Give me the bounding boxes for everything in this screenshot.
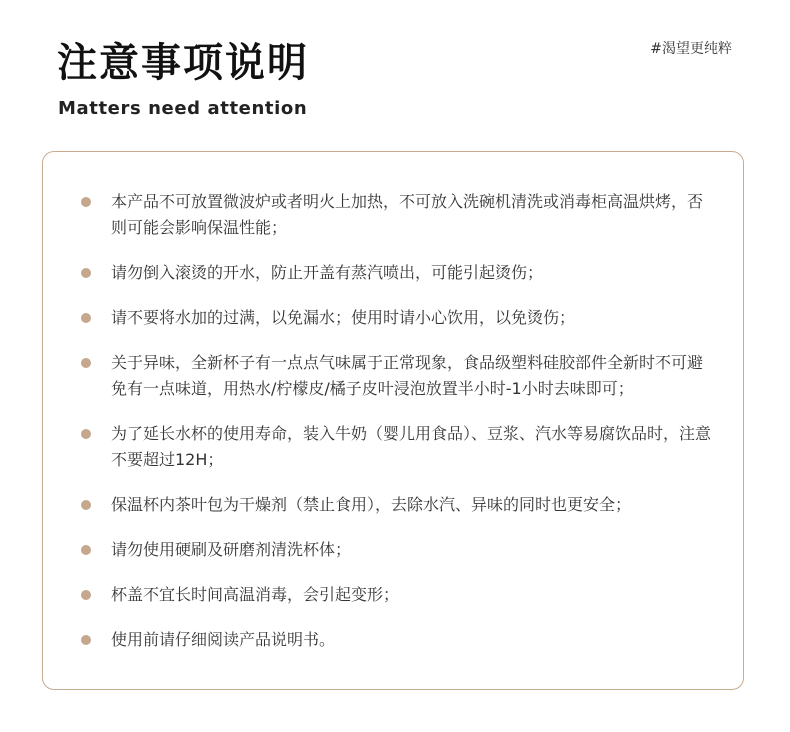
bullet-dot-icon [81, 313, 91, 323]
note-text: 本产品不可放置微波炉或者明火上加热，不可放入洗碗机清洗或消毒柜高温烘烤，否则可能会影响保温性能； [111, 192, 704, 237]
bullet-dot-icon [81, 545, 91, 555]
notes-card [42, 151, 744, 690]
note-text: 为了延长水杯的使用寿命，装入牛奶（婴儿用食品）、豆浆、汽水等易腐饮品时，注意不要超过12H； [111, 424, 712, 469]
hashtag-label: #渴望更纯粹 [650, 41, 732, 57]
note-text: 杯盖不宜长时间高温消毒，会引起变形； [111, 585, 400, 604]
note-text: 请勿倒入滚烫的开水，防止开盖有蒸汽喷出，可能引起烫伤； [111, 263, 544, 282]
bullet-dot-icon [81, 358, 91, 368]
list-item [81, 582, 713, 608]
bullet-dot-icon [81, 635, 91, 645]
note-text: 请勿使用硬刷及研磨剂清洗杯体； [111, 540, 352, 559]
bullet-dot-icon [81, 590, 91, 600]
bullet-dot-icon [81, 429, 91, 439]
bullet-dot-icon [81, 268, 91, 278]
list-item [81, 260, 713, 286]
list-item [81, 189, 713, 241]
note-text: 使用前请仔细阅读产品说明书。 [111, 630, 336, 649]
notes-list [81, 189, 713, 653]
list-item [81, 350, 713, 402]
note-text: 保温杯内茶叶包为干燥剂（禁止食用），去除水汽、异味的同时也更安全； [111, 495, 632, 514]
bullet-dot-icon [81, 197, 91, 207]
list-item [81, 421, 713, 473]
note-text: 关于异味，全新杯子有一点点气味属于正常现象，食品级塑料硅胶部件全新时不可避免有一点味道，用热水/柠檬皮/橘子皮叶浸泡放置半小时-1小时去味即可； [111, 353, 704, 398]
list-item [81, 537, 713, 563]
page-title: 注意事项说明 [57, 40, 309, 86]
list-item [81, 305, 713, 331]
list-item [81, 492, 713, 518]
note-text: 请不要将水加的过满，以免漏水；使用时请小心饮用，以免烫伤； [111, 308, 576, 327]
list-item [81, 627, 713, 653]
page-subtitle: Matters need attention [58, 98, 308, 119]
bullet-dot-icon [81, 500, 91, 510]
